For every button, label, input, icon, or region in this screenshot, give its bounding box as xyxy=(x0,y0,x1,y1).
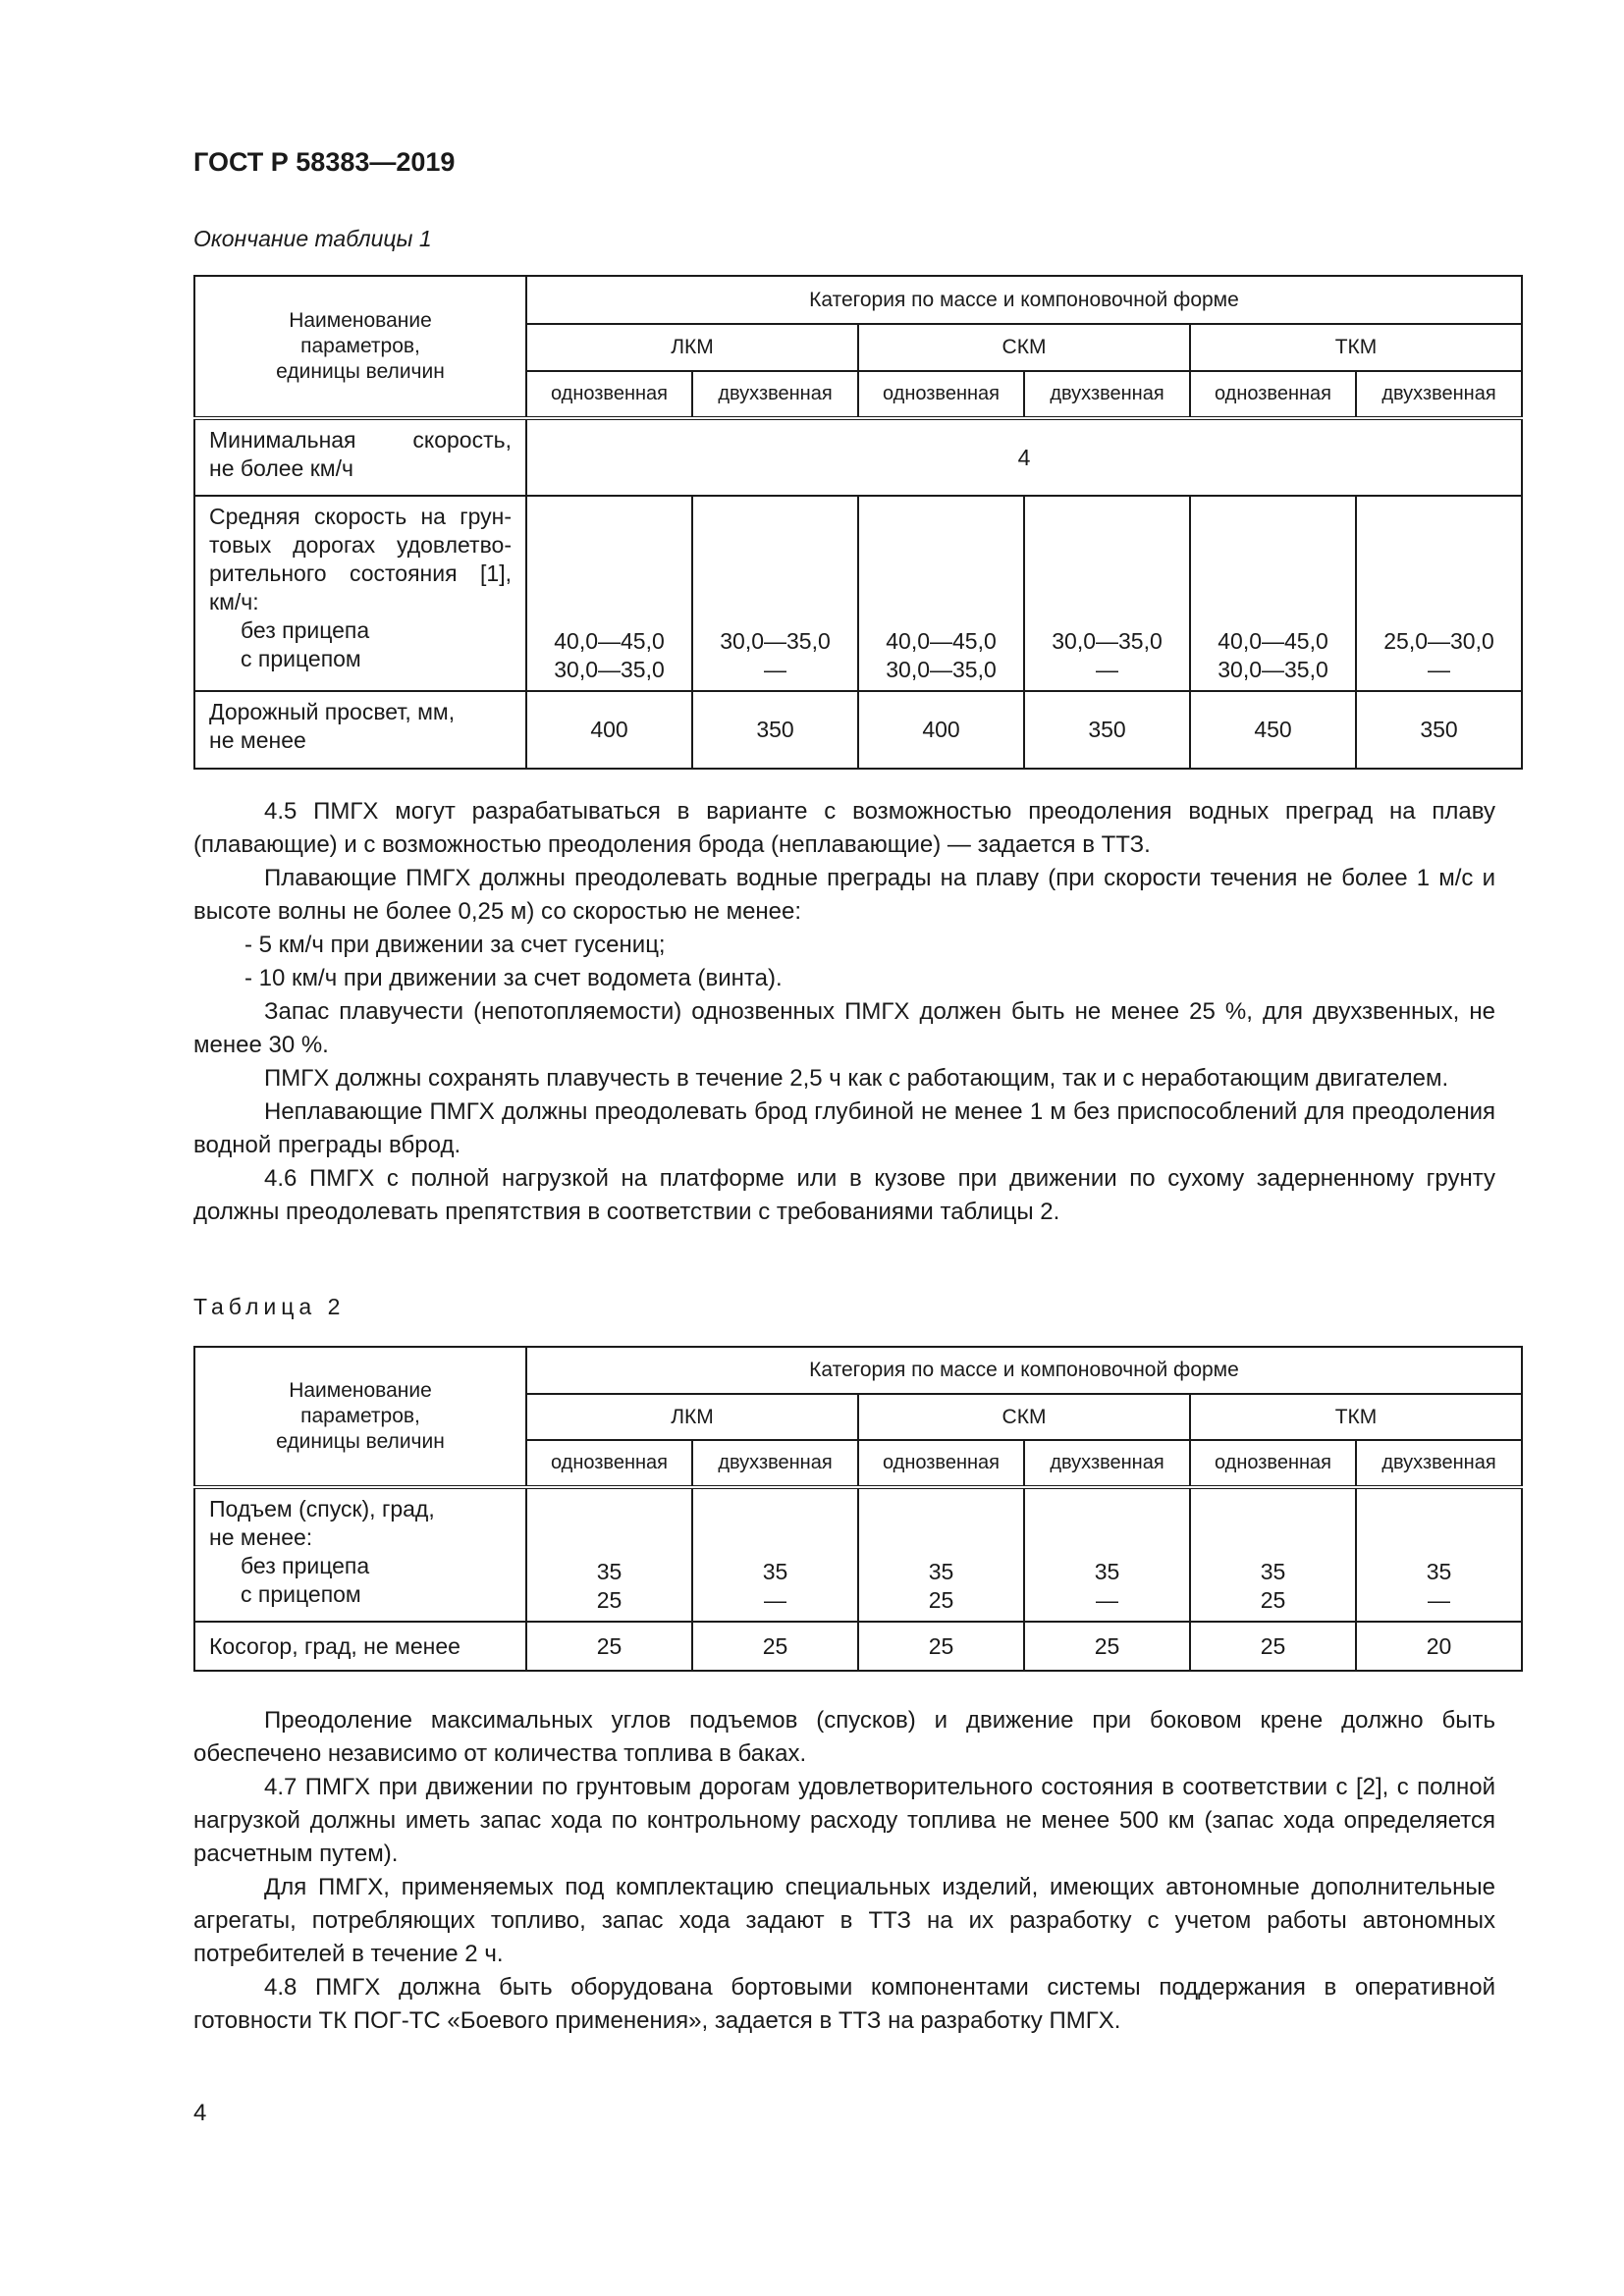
slope-cell: 25 xyxy=(526,1622,692,1671)
slope-cell: 25 xyxy=(1190,1622,1356,1671)
climb-cell: 35 25 xyxy=(1190,1487,1356,1622)
table-1 xyxy=(193,275,1523,770)
table1-sub-header: двухзвенная xyxy=(1024,371,1190,418)
paragraph: Для ПМГХ, применяемых под комплектацию специальных изделий, имеющих автономные дополнительные агрегаты, потребляющих топливо, запас хода задают в ТТЗ на их разработку с учетом работы автономных потребителей в течение 2 ч. xyxy=(193,1874,1495,1967)
avg-speed-cell: 40,0—45,0 30,0—35,0 xyxy=(526,496,692,691)
row-label-climb: Подъем (спуск), град, не менее: без прицепа с прицепом xyxy=(194,1487,526,1622)
paragraph: 4.5 ПМГХ могут разрабатываться в варианте с возможностью преодоления водных преград на плаву (плавающие) и с возможностью преодоления брода (неплавающие) — задается в ТТЗ. xyxy=(193,798,1495,858)
clearance-cell: 400 xyxy=(858,691,1024,769)
table1-group-tkm: ТКМ xyxy=(1190,324,1522,371)
slope-cell: 25 xyxy=(1024,1622,1190,1671)
document-title: ГОСТ Р 58383—2019 xyxy=(193,147,456,177)
slope-cell: 20 xyxy=(1356,1622,1522,1671)
table2-sub-header: однозвенная xyxy=(526,1440,692,1487)
climb-cell: 35 25 xyxy=(526,1487,692,1622)
climb-cell: 35 25 xyxy=(858,1487,1024,1622)
table2-sub-header: однозвенная xyxy=(1190,1440,1356,1487)
paragraph: ПМГХ должны сохранять плавучесть в течение 2,5 ч как с работающим, так и с неработающим двигателем. xyxy=(264,1065,1449,1092)
clearance-cell: 350 xyxy=(1024,691,1190,769)
avg-speed-cell: 25,0—30,0 — xyxy=(1356,496,1522,691)
climb-cell: 35 — xyxy=(1356,1487,1522,1622)
table1-category-header: Категория по массе и компоновочной форме xyxy=(526,276,1522,324)
climb-cell: 35 — xyxy=(1024,1487,1190,1622)
section-1-text xyxy=(193,795,1495,1229)
clearance-cell: 350 xyxy=(692,691,858,769)
table1-caption: Окончание таблицы 1 xyxy=(193,226,432,251)
table2-sub-header: двухзвенная xyxy=(1356,1440,1522,1487)
table2-sub-header: двухзвенная xyxy=(692,1440,858,1487)
table1-group-lkm: ЛКМ xyxy=(526,324,858,371)
paragraph: Запас плавучести (непотопляемости) однозвенных ПМГХ должен быть не менее 25 %, для двухзвенных, не менее 30 %. xyxy=(193,998,1495,1058)
page-number: 4 xyxy=(193,2100,207,2126)
table1-sub-header: однозвенная xyxy=(526,371,692,418)
table2-group-lkm: ЛКМ xyxy=(526,1394,858,1440)
clearance-cell: 450 xyxy=(1190,691,1356,769)
table1-sub-header: однозвенная xyxy=(858,371,1024,418)
section-2-text xyxy=(193,1704,1495,2038)
table-2 xyxy=(193,1346,1523,1672)
avg-speed-cell: 30,0—35,0 — xyxy=(1024,496,1190,691)
paragraph: Неплавающие ПМГХ должны преодолевать брод глубиной не менее 1 м без приспособлений для преодоления водной преграды вброд. xyxy=(193,1098,1495,1158)
list-item: - 10 км/ч при движении за счет водомета (винта). xyxy=(244,965,783,991)
table2-group-tkm: ТКМ xyxy=(1190,1394,1522,1440)
row-label-clearance: Дорожный просвет, мм, не менее xyxy=(194,691,526,769)
row-label-min-speed: Минимальная скорость, не более км/ч xyxy=(194,418,526,496)
table2-caption: Таблица 2 xyxy=(193,1294,346,1319)
avg-speed-cell: 40,0—45,0 30,0—35,0 xyxy=(1190,496,1356,691)
slope-cell: 25 xyxy=(858,1622,1024,1671)
table2-param-header: Наименование параметров, единицы величин xyxy=(194,1347,526,1487)
table2-sub-header: двухзвенная xyxy=(1024,1440,1190,1487)
clearance-cell: 400 xyxy=(526,691,692,769)
paragraph: 4.8 ПМГХ должна быть оборудована бортовыми компонентами системы поддержания в оперативной готовности ТК ПОГ-ТС «Боевого применения», задается в ТТЗ на разработку ПМГХ. xyxy=(193,1974,1495,2034)
avg-speed-cell: 30,0—35,0 — xyxy=(692,496,858,691)
paragraph: 4.7 ПМГХ при движении по грунтовым дорогам удовлетворительного состояния в соответствии с [2], с полной нагрузкой должны иметь запас хода по контрольному расходу топлива не менее 500 км (запас хода определяется расчетным путем). xyxy=(193,1774,1495,1867)
table1-param-header: Наименование параметров, единицы величин xyxy=(194,276,526,418)
table2-sub-header: однозвенная xyxy=(858,1440,1024,1487)
row-label-slope: Косогор, град, не менее xyxy=(194,1622,526,1671)
table1-sub-header: двухзвенная xyxy=(1356,371,1522,418)
paragraph: Преодоление максимальных углов подъемов (спусков) и движение при боковом крене должно быть обеспечено независимо от количества топлива в баках. xyxy=(193,1707,1495,1767)
clearance-cell: 350 xyxy=(1356,691,1522,769)
climb-cell: 35 — xyxy=(692,1487,858,1622)
min-speed-value: 4 xyxy=(526,418,1522,496)
table2-category-header: Категория по массе и компоновочной форме xyxy=(526,1347,1522,1394)
table1-sub-header: двухзвенная xyxy=(692,371,858,418)
avg-speed-cell: 40,0—45,0 30,0—35,0 xyxy=(858,496,1024,691)
list-item: - 5 км/ч при движении за счет гусениц; xyxy=(244,932,666,958)
slope-cell: 25 xyxy=(692,1622,858,1671)
table2-group-skm: СКМ xyxy=(858,1394,1190,1440)
row-label-avg-speed: Средняя скорость на грун- товых дорогах удовлетво- рительного состояния [1], км/ч: без прицепа с прицепом xyxy=(194,496,526,691)
paragraph: 4.6 ПМГХ с полной нагрузкой на платформе или в кузове при движении по сухому задерненному грунту должны преодолевать препятствия в соответствии с требованиями таблицы 2. xyxy=(193,1165,1495,1225)
table1-group-skm: СКМ xyxy=(858,324,1190,371)
table1-sub-header: однозвенная xyxy=(1190,371,1356,418)
paragraph: Плавающие ПМГХ должны преодолевать водные преграды на плаву (при скорости течения не более 1 м/с и высоте волны не более 0,25 м) со скоростью не менее: xyxy=(193,865,1495,925)
